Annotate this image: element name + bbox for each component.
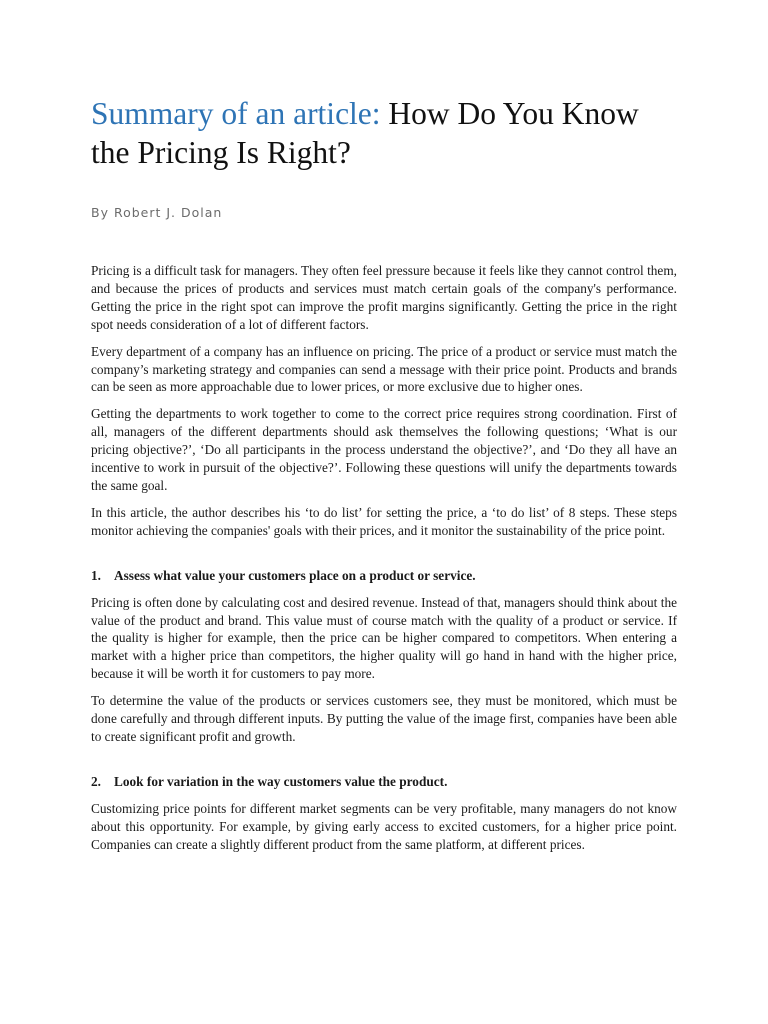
title-main: How Do You Know the Pricing Is Right? bbox=[91, 96, 639, 170]
title-prefix: Summary of an article: bbox=[91, 96, 381, 131]
section-heading-text: Look for variation in the way customers value the product. bbox=[114, 773, 448, 789]
document-title bbox=[91, 94, 677, 172]
spacer bbox=[91, 549, 677, 567]
section-heading bbox=[91, 773, 677, 791]
intro-paragraph: Pricing is a difficult task for managers. They often feel pressure because it feels like they cannot control them, and because the prices of products and services must match certain goals of the company's performance. Getting the price in the right spot can improve the profit margins significantly. Getting the price in the right spot needs consideration of a lot of different factors. bbox=[91, 263, 677, 332]
section-paragraph: To determine the value of the products or services customers see, they must be monitored, which must be done carefully and through different inputs. By putting the value of the image first, companies have been able to create significant profit and growth. bbox=[91, 693, 677, 744]
section-number: 2. bbox=[91, 773, 101, 789]
section-number: 1. bbox=[91, 567, 101, 583]
article-body bbox=[91, 262, 677, 862]
intro-paragraph: In this article, the author describes his ‘to do list’ for setting the price, a ‘to do list’ of 8 steps. These steps monitor achieving the companies' goals with their prices, and it monitor the sustainability of the price point. bbox=[91, 504, 677, 538]
section-paragraph: Customizing price points for different market segments can be very profitable, many managers do not know about this opportunity. For example, by giving early access to excited customers, for a higher price point. Companies can create a slightly different product from the same platform, at different prices. bbox=[91, 800, 677, 852]
intro-paragraph: Getting the departments to work together to come to the correct price requires strong coordination. First of all, managers of the different departments should ask themselves the following questions; ‘What is our pricing objective?’, ‘Do all participants in the process understand the objective?’, and ‘Do they all have an incentive to work in pursuit of the objective?’. Following these questions will unify the departments towards the same goal. bbox=[91, 406, 677, 493]
section-heading bbox=[91, 567, 677, 585]
intro-paragraph: Every department of a company has an influence on pricing. The price of a product or service must match the company’s marketing strategy and companies can send a message with their price point. Products and brands can be seen as more approachable due to lower prices, or more exclusive due to higher ones. bbox=[91, 343, 677, 395]
section-heading-text: Assess what value your customers place on a product or service. bbox=[114, 567, 476, 583]
section-paragraph: Pricing is often done by calculating cost and desired revenue. Instead of that, managers should think about the value of the product and brand. This value must of course match with the quality of a product or service. If the quality is higher for example, then the price can be higher compared to competitors. When entering a market with a higher price than competitors, the higher quality will go hand in hand with the higher price, because it will be worth it for customers to pay more. bbox=[91, 594, 677, 682]
author-byline: By Robert J. Dolan bbox=[91, 205, 223, 220]
spacer bbox=[91, 755, 677, 773]
